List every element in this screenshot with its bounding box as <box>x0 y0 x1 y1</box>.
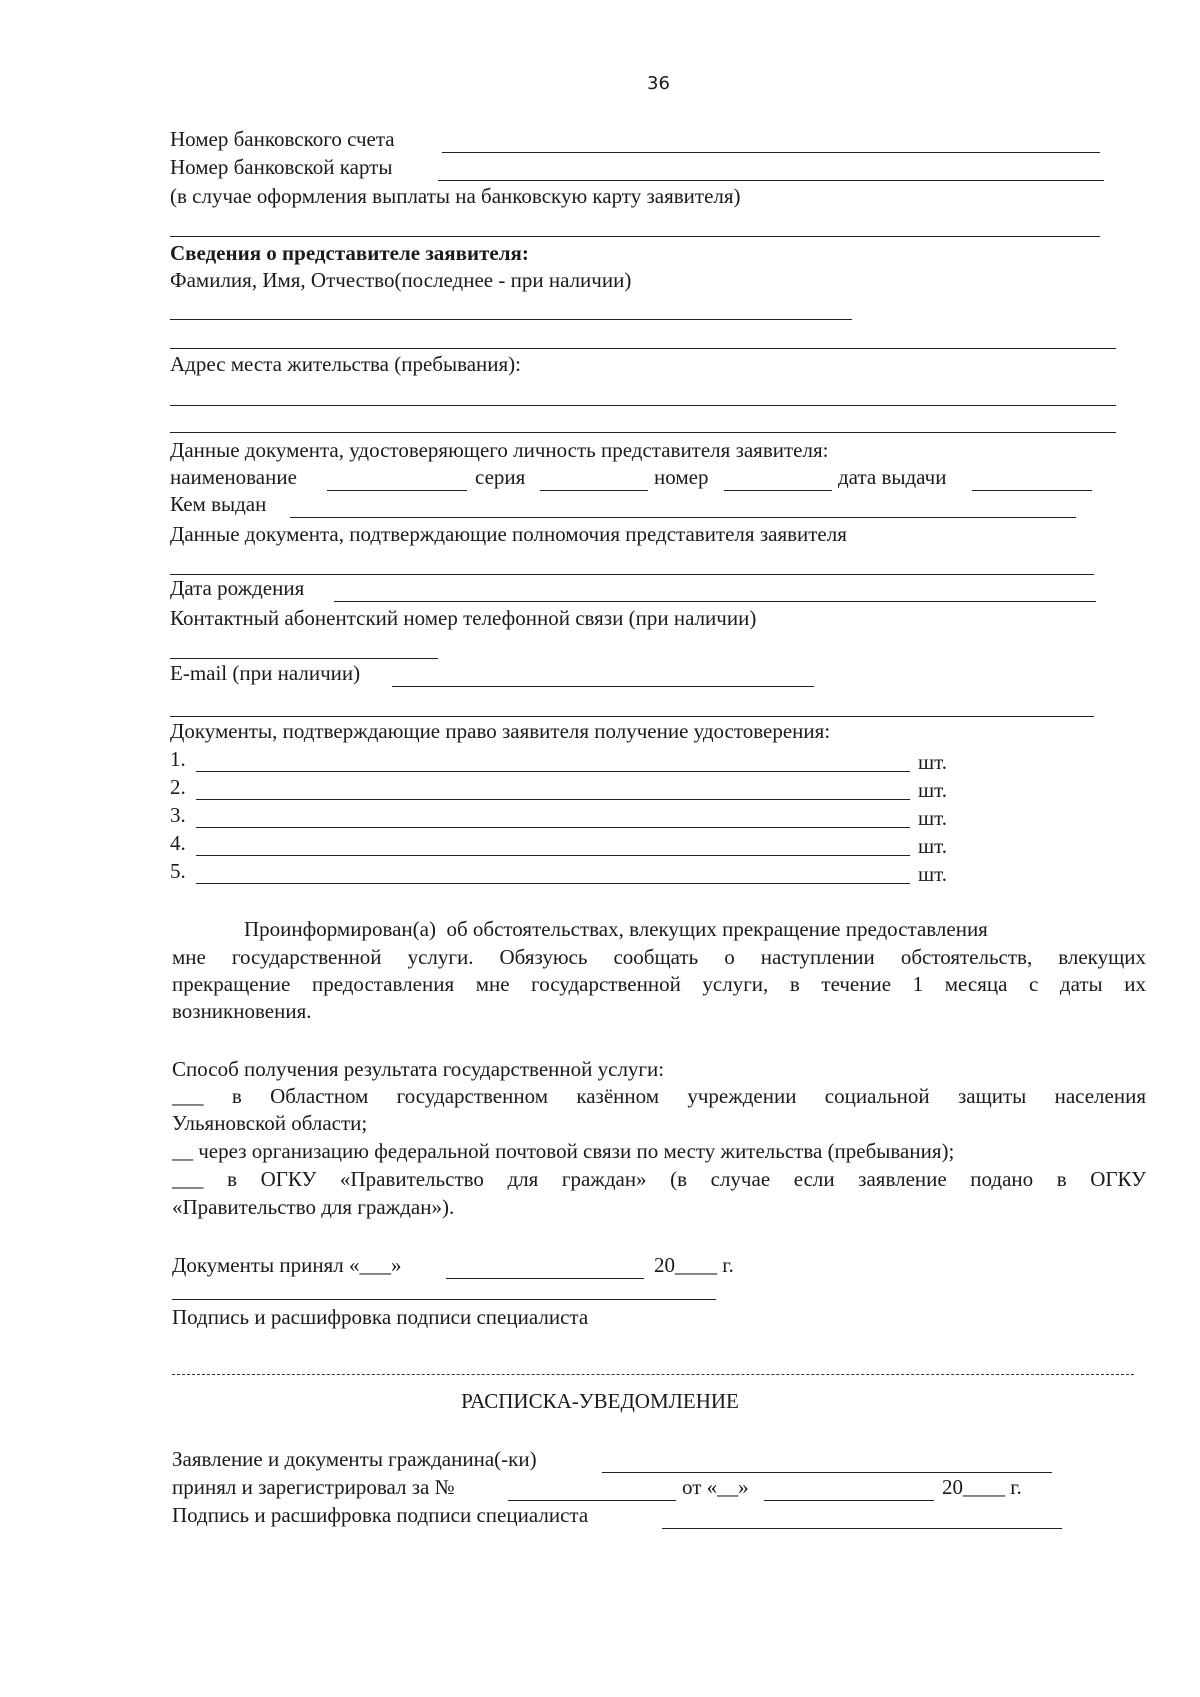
birth-date-label: Дата рождения <box>170 576 305 600</box>
document-item-number: 2. <box>170 775 186 799</box>
id-issue-date-label: дата выдачи <box>838 465 947 489</box>
receipt-registered-label: принял и зарегистрировал за № <box>172 1475 455 1499</box>
delivery-heading: Способ получения результата государственной услуги: <box>172 1057 665 1081</box>
delivery-option-1[interactable]: ___ в Областном государственном казённом учреждении социальной защиты населения <box>172 1084 1146 1108</box>
document-item-unit: шт. <box>918 834 948 858</box>
representative-heading: Сведения о представителе заявителя: <box>170 241 529 265</box>
document-item-number: 4. <box>170 831 186 855</box>
receipt-docs-label: Заявление и документы гражданина(-ки) <box>172 1447 537 1471</box>
bank-account-field[interactable] <box>442 152 1100 153</box>
bank-extra-field[interactable] <box>170 236 1100 237</box>
authority-doc-field[interactable] <box>170 574 1094 575</box>
id-number-field[interactable] <box>724 490 832 491</box>
id-number-label: номер <box>654 465 709 489</box>
receipt-signature-label: Подпись и расшифровка подписи специалиста <box>172 1503 589 1527</box>
representative-address-field-1[interactable] <box>170 405 1116 406</box>
receipt-from-label: от «__» <box>682 1475 749 1499</box>
document-item-field[interactable] <box>196 799 910 800</box>
delivery-option-1-cont: Ульяновской области; <box>172 1111 368 1135</box>
delivery-option-3-cont: «Правительство для граждан»). <box>172 1195 455 1219</box>
receipt-year: 20____ г. <box>942 1475 1022 1499</box>
document-item-field[interactable] <box>196 883 910 884</box>
document-item-field[interactable] <box>196 771 910 772</box>
document-item-number: 5. <box>170 859 186 883</box>
bank-card-note: (в случае оформления выплаты на банковскую карту заявителя) <box>170 184 741 208</box>
document-item-unit: шт. <box>918 750 948 774</box>
receipt-title: РАСПИСКА-УВЕДОМЛЕНИЕ <box>461 1389 739 1413</box>
accepted-signature-field[interactable] <box>172 1299 716 1300</box>
accepted-date-label: Документы принял «___» <box>172 1253 402 1277</box>
issued-by-label: Кем выдан <box>170 492 267 516</box>
informed-line-1: Проинформирован(а) об обстоятельствах, влекущих прекращение предоставления <box>244 917 988 941</box>
representative-address-field-2[interactable] <box>170 432 1116 433</box>
cut-line <box>172 1374 1134 1375</box>
document-item-number: 3. <box>170 803 186 827</box>
email-extra-field[interactable] <box>170 716 1094 717</box>
document-item-unit: шт. <box>918 862 948 886</box>
informed-line-4: возникновения. <box>172 999 312 1023</box>
accepted-signature-label: Подпись и расшифровка подписи специалиста <box>172 1305 589 1329</box>
id-name-field[interactable] <box>327 490 467 491</box>
accepted-year: 20____ г. <box>654 1253 734 1277</box>
id-series-label: серия <box>475 465 526 489</box>
document-item-field[interactable] <box>196 827 910 828</box>
representative-fio-label: Фамилия, Имя, Отчество(последнее - при наличии) <box>170 268 632 292</box>
delivery-option-2[interactable]: __ через организацию федеральной почтовой связи по месту жительства (пребывания); <box>172 1139 955 1163</box>
receipt-number-field[interactable] <box>508 1500 676 1501</box>
bank-account-label: Номер банковского счета <box>170 127 395 151</box>
phone-field[interactable] <box>170 658 438 659</box>
documents-heading: Документы, подтверждающие право заявителя получение удостоверения: <box>170 719 831 743</box>
informed-line-3: прекращение предоставления мне государственной услуги, в течение 1 месяца с даты их <box>172 972 1146 996</box>
representative-address-label: Адрес места жительства (пребывания): <box>170 352 522 376</box>
document-item-unit: шт. <box>918 806 948 830</box>
id-document-label: Данные документа, удостоверяющего личность представителя заявителя: <box>170 438 829 462</box>
issued-by-field[interactable] <box>290 517 1076 518</box>
phone-label: Контактный абонентский номер телефонной связи (при наличии) <box>170 606 757 630</box>
receipt-citizen-field[interactable] <box>602 1472 1052 1473</box>
page-number: 36 <box>647 73 670 94</box>
delivery-option-3[interactable]: ___ в ОГКУ «Правительство для граждан» (в случае если заявление подано в ОГКУ <box>172 1167 1146 1191</box>
informed-line-2: мне государственной услуги. Обязуюсь сообщать о наступлении обстоятельств, влекущих <box>172 945 1146 969</box>
document-item-unit: шт. <box>918 778 948 802</box>
id-name-label: наименование <box>170 465 297 489</box>
id-issue-date-field[interactable] <box>972 490 1092 491</box>
document-item-field[interactable] <box>196 855 910 856</box>
email-label: E-mail (при наличии) <box>170 661 361 685</box>
bank-card-field[interactable] <box>438 180 1104 181</box>
birth-date-field[interactable] <box>334 601 1096 602</box>
representative-fio-field-2[interactable] <box>170 348 1116 349</box>
bank-card-label: Номер банковской карты <box>170 155 393 179</box>
id-series-field[interactable] <box>540 490 648 491</box>
receipt-signature-field[interactable] <box>662 1528 1062 1529</box>
representative-fio-field-1[interactable] <box>170 319 852 320</box>
authority-doc-label: Данные документа, подтверждающие полномочия представителя заявителя <box>170 522 847 546</box>
document-item-number: 1. <box>170 747 186 771</box>
receipt-month-field[interactable] <box>764 1500 934 1501</box>
email-field[interactable] <box>392 686 814 687</box>
accepted-month-field[interactable] <box>446 1278 644 1279</box>
